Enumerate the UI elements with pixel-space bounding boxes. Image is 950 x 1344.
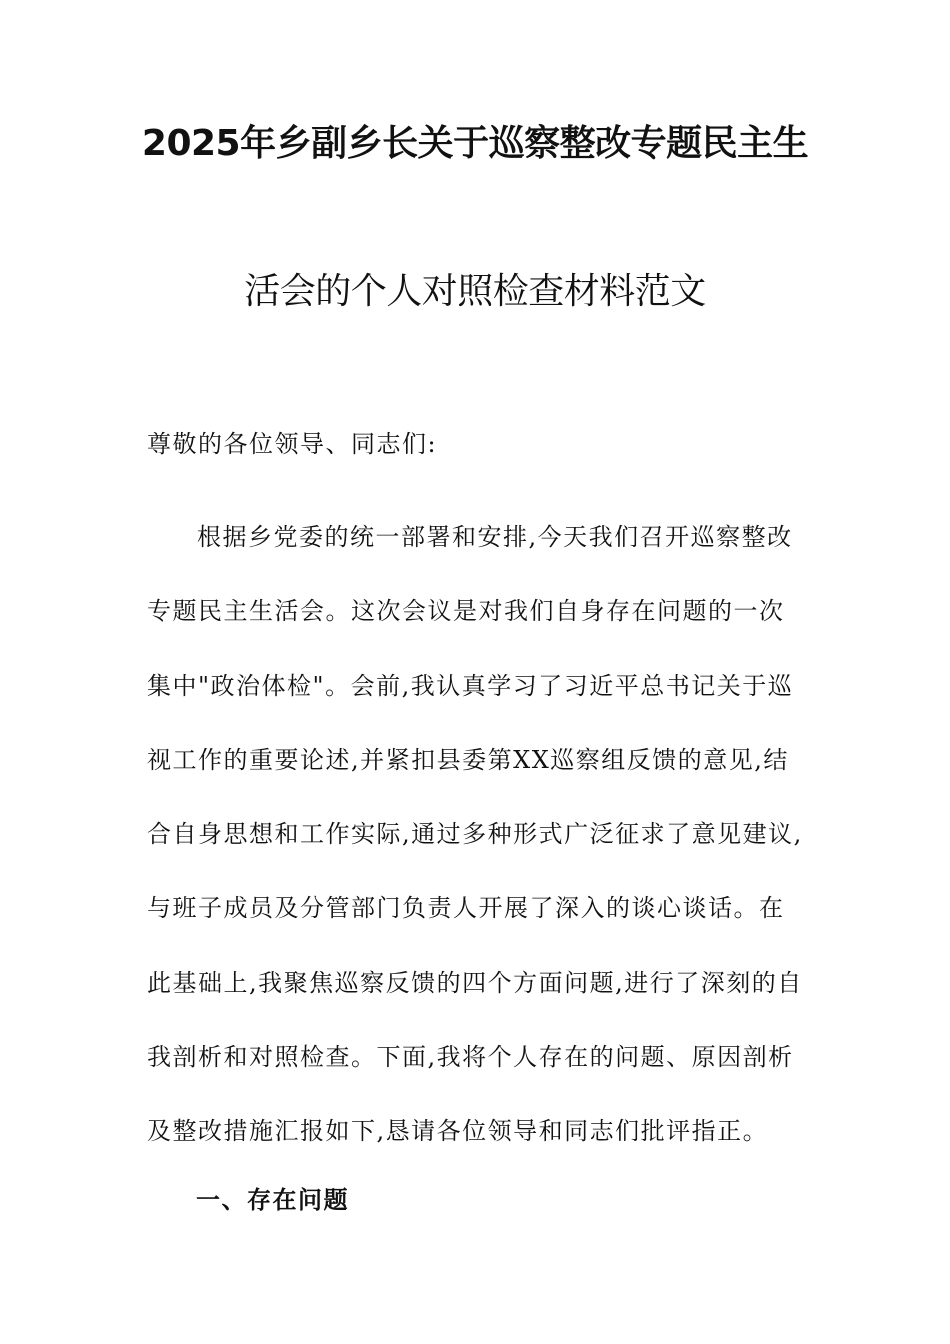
intro-paragraph <box>147 500 807 1169</box>
paragraph-line: 我剖析和对照检查。下面,我将个人存在的问题、原因剖析 <box>147 1043 794 1072</box>
paragraph-line: 此基础上,我聚焦巡察反馈的四个方面问题,进行了深刻的自 <box>147 968 803 997</box>
paragraph-line: 与班子成员及分管部门负责人开展了深入的谈心谈话。在 <box>147 894 785 923</box>
document-title-line-1: 2025年乡副乡长关于巡察整改专题民主生 <box>141 123 809 164</box>
paragraph-line: 视工作的重要论述,并紧扣县委第XX巡察组反馈的意见,结 <box>147 745 789 774</box>
paragraph-line: 专题民主生活会。这次会议是对我们自身存在问题的一次 <box>147 597 785 626</box>
paragraph-line: 合自身思想和工作实际,通过多种形式广泛征求了意见建议, <box>147 820 803 849</box>
paragraph-line: 及整改措施汇报如下,恳请各位领导和同志们批评指正。 <box>147 1117 769 1146</box>
paragraph-line: 根据乡党委的统一部署和安排,今天我们召开巡察整改 <box>197 523 793 551</box>
paragraph-line: 集中"政治体检"。会前,我认真学习了习近平总书记关于巡 <box>147 671 794 700</box>
salutation: 尊敬的各位领导、同志们: <box>147 430 438 458</box>
document-title-line-2: 活会的个人对照检查材料范文 <box>244 271 706 312</box>
section-heading: 一、存在问题 <box>196 1185 349 1214</box>
